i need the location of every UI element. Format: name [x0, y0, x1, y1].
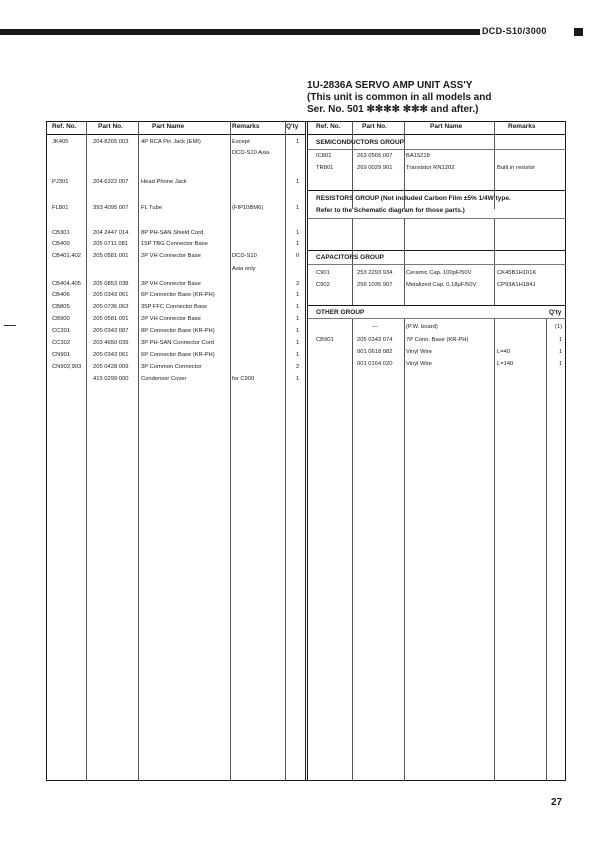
right-table-header — [308, 121, 566, 135]
table-cell: — — [372, 324, 378, 330]
right-vline-3c — [494, 318, 495, 781]
header-bar — [0, 29, 480, 35]
table-cell: 1 — [296, 328, 300, 334]
table-cell: 3P Common Connector — [141, 364, 202, 370]
page-number: 27 — [551, 797, 563, 808]
col-ref: Ref. No. — [316, 123, 341, 130]
left-vline-3 — [230, 121, 231, 781]
table-cell: 2 — [296, 281, 300, 287]
table-cell: 205 0343 061 — [93, 292, 129, 298]
table-cell: CC302 — [52, 340, 71, 346]
left-table-header — [46, 121, 306, 135]
table-cell: FL Tube — [141, 205, 163, 211]
model-label: DCD-S10/3000 — [482, 26, 547, 36]
table-cell: 269 0029 901 — [357, 165, 393, 171]
table-cell: Ceramic Cap. 100pF/50V — [406, 270, 472, 276]
table-cell: Metalized Cap. 0.18μF/50V — [406, 282, 477, 288]
table-cell: 2 — [296, 364, 300, 370]
table-cell: 1 — [296, 316, 300, 322]
table-cell: JK405 — [52, 139, 69, 145]
table-cell: Head Phone Jack — [141, 179, 187, 185]
table-cell: 1 — [296, 340, 300, 346]
table-cell: CB404,405 — [52, 281, 82, 287]
table-cell: C902 — [316, 282, 330, 288]
table-cell: L=40 — [497, 349, 511, 355]
table-cell: 1 — [296, 230, 300, 236]
right-vline-3b — [494, 218, 495, 305]
table-cell: 1 — [296, 352, 300, 358]
col-remarks: Remarks — [232, 123, 260, 130]
table-cell: CN902,903 — [52, 364, 82, 370]
table-cell: Built in resistor — [497, 165, 536, 171]
table-cell: 205 0581 001 — [93, 316, 129, 322]
group-rule — [308, 190, 566, 191]
right-vline-1b — [352, 218, 353, 305]
table-cell: 2P VH Connector Base — [141, 316, 201, 322]
table-cell: 4P RCA Pin Jack (EMI) — [141, 139, 201, 145]
col-remarks: Remarks — [508, 123, 536, 130]
table-cell: 204 2447 014 — [93, 230, 129, 236]
margin-mark — [4, 325, 16, 326]
col-name: Part Name — [152, 123, 185, 130]
table-cell: (P.W. board) — [406, 324, 438, 330]
table-cell: 35P FFC Connector Base — [141, 304, 208, 310]
right-vline-2c — [404, 318, 405, 781]
table-cell: 7P Conn. Base (KR-PH) — [406, 337, 469, 343]
table-cell: 8P Connector Base (KR-PH) — [141, 328, 215, 334]
table-cell: for C900 — [232, 376, 255, 382]
table-cell: CN901 — [52, 352, 71, 358]
table-cell: CB400 — [52, 241, 70, 247]
table-cell: 256 1035 907 — [357, 282, 393, 288]
table-cell: (FIP10BM6) — [232, 205, 264, 211]
group-rule — [308, 318, 566, 319]
table-cell: 205 0343 074 — [357, 337, 393, 343]
table-cell: DCD-S10 — [232, 253, 257, 259]
table-cell: (1) — [555, 324, 563, 330]
table-cell: 205 0343 087 — [93, 328, 129, 334]
group-rule — [308, 305, 566, 306]
table-cell: 1 — [296, 139, 300, 145]
table-cell: 3P VH Connector Base — [141, 281, 201, 287]
table-cell: 1 — [559, 361, 563, 367]
other-group-title: OTHER GROUP — [316, 309, 365, 316]
table-cell: CB901 — [316, 337, 334, 343]
table-cell: Except — [232, 139, 250, 145]
resistors-group-title: RESISTORS GROUP (Not included Carbon Film ±5% 1/4W type. — [316, 195, 511, 202]
col-part: Part No. — [98, 123, 123, 130]
table-cell: 204 6322 007 — [93, 179, 129, 185]
table-cell: IC801 — [316, 153, 332, 159]
table-cell: Vinyl Wire — [406, 361, 432, 367]
table-cell: 001 0164 020 — [357, 361, 393, 367]
table-cell: CB900 — [52, 316, 70, 322]
unit-title-line3: Ser. No. 501 ✻✻✻✻ ✻✻✻ and after.) — [307, 104, 479, 115]
table-cell: BA15218 — [406, 153, 430, 159]
group-rule — [308, 250, 566, 251]
table-cell: 6P Connector Base (KR-PH) — [141, 352, 215, 358]
other-qty-header: Q'ty — [549, 309, 562, 316]
resistors-group-note: Refer to the Schematic diagram for those parts.) — [316, 207, 465, 214]
table-cell: II — [296, 253, 300, 259]
table-cell: CB401,402 — [52, 253, 82, 259]
left-vline-2 — [138, 121, 139, 781]
col-ref: Ref. No. — [52, 123, 77, 130]
table-cell: FL801 — [52, 205, 69, 211]
table-cell: C901 — [316, 270, 330, 276]
table-cell: Condenser Cover — [141, 376, 187, 382]
table-cell: PJ301 — [52, 179, 69, 185]
unit-title-line1: 1U-2836A SERVO AMP UNIT ASS'Y — [307, 80, 473, 91]
table-cell: 1 — [296, 179, 300, 185]
table-cell: CB406 — [52, 292, 70, 298]
table-cell: 1 — [296, 292, 300, 298]
table-cell: 263 0565 007 — [357, 153, 393, 159]
table-cell: 205 0581 001 — [93, 253, 129, 259]
table-cell: CP93A1H184J — [497, 282, 536, 288]
table-cell: Transistor RN1202 — [406, 165, 455, 171]
unit-title-line2: (This unit is common in all models and — [307, 92, 492, 103]
table-cell: 205 0853 038 — [93, 281, 129, 287]
table-cell: 6P Connector Base (KR-PH) — [141, 292, 215, 298]
table-cell: 393 4095 007 — [93, 205, 129, 211]
table-cell: Vinyl Wire — [406, 349, 432, 355]
table-cell: 205 0736 063 — [93, 304, 129, 310]
table-cell: TR801 — [316, 165, 334, 171]
table-cell: CB805 — [52, 304, 70, 310]
table-cell: CB301 — [52, 230, 70, 236]
right-vline-2b — [404, 218, 405, 305]
table-cell: CK45B1H101K — [497, 270, 537, 276]
capacitors-group-title: CAPACITORS GROUP — [316, 254, 385, 261]
left-vline-4 — [285, 121, 286, 781]
semiconductors-group-title: SEMICONDUCTORS GROUP — [316, 139, 404, 146]
table-cell: 001 0618 082 — [357, 349, 393, 355]
table-cell: 1 — [559, 337, 563, 343]
col-part: Part No. — [362, 123, 387, 130]
table-cell: 205 0428 009 — [93, 364, 129, 370]
table-cell: 205 0711 081 — [93, 241, 129, 247]
table-cell: 3P PH-SAN Connector Cord — [141, 340, 215, 346]
table-cell: 1 — [296, 304, 300, 310]
table-cell: 1 — [559, 349, 563, 355]
table-cell: CC301 — [52, 328, 71, 334]
right-vline-4c — [546, 318, 547, 781]
table-cell: 253 2293 934 — [357, 270, 393, 276]
table-cell: 205 0343 061 — [93, 352, 129, 358]
table-cell: Asia only — [232, 266, 256, 272]
table-cell: 2P VH Connector Base — [141, 253, 201, 259]
group-rule — [308, 264, 566, 265]
table-cell: 415 0299 000 — [93, 376, 129, 382]
col-qty: Q'ty — [286, 123, 299, 130]
table-cell: 1 — [296, 241, 300, 247]
table-cell: 15P TBG Connector Base — [141, 241, 208, 247]
unit-title — [307, 80, 491, 116]
table-cell: DCD-S10 Asia — [232, 150, 270, 156]
table-cell: 1 — [296, 376, 300, 382]
table-cell: 203 4650 039 — [93, 340, 129, 346]
left-vline-1 — [86, 121, 87, 781]
table-cell: 204 8265 003 — [93, 139, 129, 145]
col-name: Part Name — [430, 123, 463, 130]
header-bar-end — [574, 28, 583, 36]
table-cell: 8P PH-SAN Shield Cord — [141, 230, 204, 236]
column-divider — [305, 121, 308, 781]
right-vline-1c — [352, 318, 353, 781]
table-cell: L=140 — [497, 361, 514, 367]
group-rule — [308, 218, 566, 219]
group-rule — [308, 149, 566, 150]
table-cell: 1 — [296, 205, 300, 211]
